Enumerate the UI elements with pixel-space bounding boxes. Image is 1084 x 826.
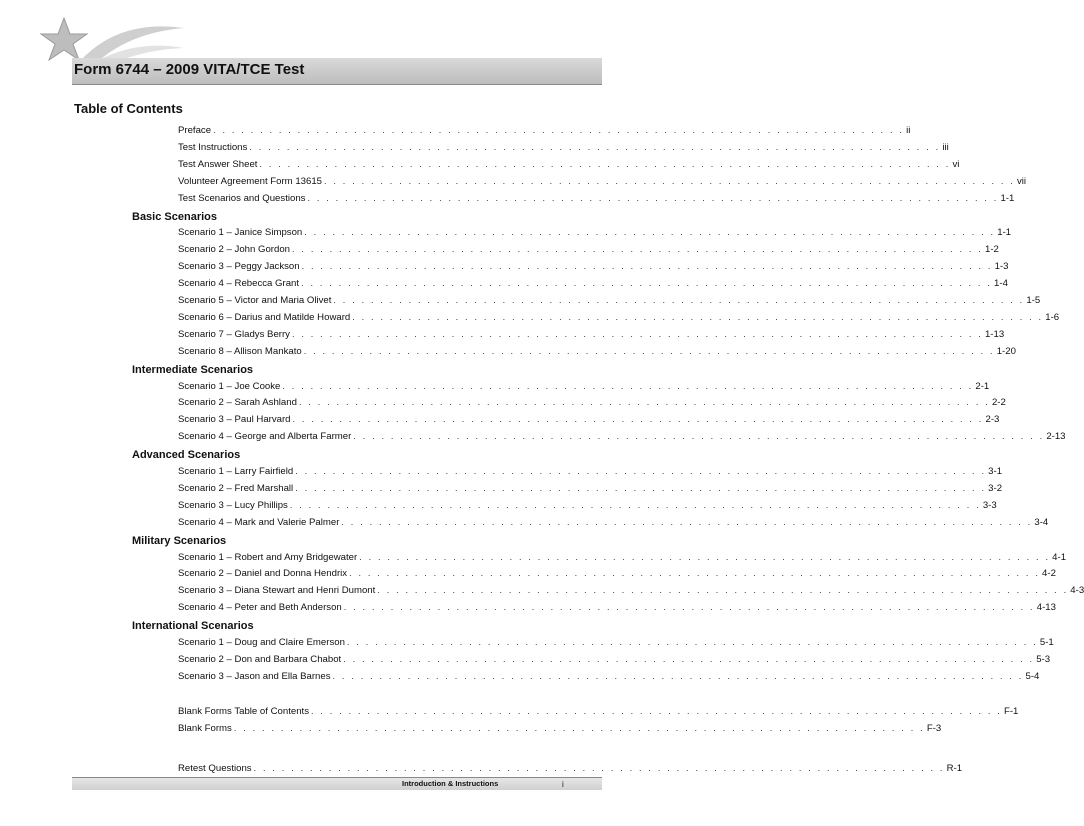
toc-entry-title: Test Instructions <box>178 141 248 153</box>
toc-leader-dots: . . . . . . . . . . . . . . . . . . . . . . . . . . . . . . . . . . . . . . . . . . . . . . . . . . . . . . . . . . . . . . . . . . . . . . . . . . <box>359 551 1051 562</box>
toc-entry-title: Scenario 3 – Diana Stewart and Henri Dumont <box>178 585 376 597</box>
toc-entry-title: Scenario 7 – Gladys Berry <box>178 328 290 340</box>
toc-entry-title: Test Scenarios and Questions <box>178 192 306 204</box>
toc-leader-dots: . . . . . . . . . . . . . . . . . . . . . . . . . . . . . . . . . . . . . . . . . . . . . . . . . . . . . . . . . . . . . . . . . . . . . . . . . . <box>213 125 905 135</box>
toc-leader-dots: . . . . . . . . . . . . . . . . . . . . . . . . . . . . . . . . . . . . . . . . . . . . . . . . . . . . . . . . . . . . . . . . . . . . . . . . . . <box>377 585 1069 596</box>
toc-section-heading: Basic Scenarios <box>132 210 217 223</box>
toc-leader-dots: . . . . . . . . . . . . . . . . . . . . . . . . . . . . . . . . . . . . . . . . . . . . . . . . . . . . . . . . . . . . . . . . . . . . . . . . . . <box>301 261 993 272</box>
toc-entry <box>178 568 1056 582</box>
toc-entry-title: Scenario 2 – Don and Barbara Chabot <box>178 653 342 665</box>
toc-leader-dots: . . . . . . . . . . . . . . . . . . . . . . . . . . . . . . . . . . . . . . . . . . . . . . . . . . . . . . . . . . . . . . . . . . . . . . . . . . <box>292 244 983 255</box>
toc-entry-title: Test Answer Sheet <box>178 158 258 170</box>
toc-entry <box>178 311 1060 326</box>
toc-leader-dots: . . . . . . . . . . . . . . . . . . . . . . . . . . . . . . . . . . . . . . . . . . . . . . . . . . . . . . . . . . . . . . . . . . . . . . . . . . <box>259 158 951 169</box>
toc-leader-dots: . . . . . . . . . . . . . . . . . . . . . . . . . . . . . . . . . . . . . . . . . . . . . . . . . . . . . . . . . . . . . . . . . . . . . . . . . . <box>332 670 1024 681</box>
toc-entry-title: Blank Forms <box>178 722 232 734</box>
toc-entry-title: Scenario 6 – Darius and Matilde Howard <box>178 311 351 323</box>
toc-entry-title: Scenario 3 – Jason and Ella Barnes <box>178 670 331 682</box>
toc-entry-page: 2-13 <box>1046 431 1066 443</box>
toc-entry-page: 1-2 <box>985 244 999 256</box>
toc-entry-page: 3-3 <box>982 499 997 511</box>
toc-leader-dots: . . . . . . . . . . . . . . . . . . . . . . . . . . . . . . . . . . . . . . . . . . . . . . . . . . . . . . . . . . . . . . . . . . . . . . . . . . <box>333 295 1025 305</box>
footer-band <box>72 778 602 790</box>
toc-entry-title: Scenario 1 – Doug and Claire Emerson <box>178 637 345 648</box>
toc-entry-page: F-3 <box>926 722 942 734</box>
toc-section-heading: Advanced Scenarios <box>132 449 241 462</box>
toc-heading: Table of Contents <box>74 101 183 116</box>
toc-entry-page: 2-1 <box>975 380 990 392</box>
toc-leader-dots: . . . . . . . . . . . . . . . . . . . . . . . . . . . . . . . . . . . . . . . . . . . . . . . . . . . . . . . . . . . . . . . . . . . . . . . . . . <box>307 192 999 203</box>
toc-leader-dots: . . . . . . . . . . . . . . . . . . . . . . . . . . . . . . . . . . . . . . . . . . . . . . . . . . . . . . . . . . . . . . . . . . . . . . . . . . <box>352 311 1044 322</box>
toc-entry-page: vii <box>1016 175 1027 187</box>
toc-leader-dots: . . . . . . . . . . . . . . . . . . . . . . . . . . . . . . . . . . . . . . . . . . . . . . . . . . . . . . . . . . . . . . . . . . . . . . . . . . <box>291 328 983 339</box>
toc-leader-dots: . . . . . . . . . . . . . . . . . . . . . . . . . . . . . . . . . . . . . . . . . . . . . . . . . . . . . . . . . . . . . . . . . . . . . . . . . . <box>295 482 987 493</box>
toc-entry <box>178 414 1000 428</box>
toc-entry-title: Scenario 2 – John Gordon <box>178 244 291 256</box>
toc-entry-title: Blank Forms Table of Contents <box>178 705 309 717</box>
toc-entry <box>178 380 990 395</box>
toc-leader-dots: . . . . . . . . . . . . . . . . . . . . . . . . . . . . . . . . . . . . . . . . . . . . . . . . . . . . . . . . . . . . . . . . . . . . . . . . . . <box>349 568 1041 579</box>
toc-entry-page: 1-3 <box>994 261 1009 273</box>
toc-entry-title: Scenario 4 – Peter and Beth Anderson <box>178 602 342 614</box>
toc-entry-page: F-1 <box>1003 705 1019 717</box>
page-title: Form 6744 – 2009 VITA/TCE Test <box>74 61 305 78</box>
toc-entry-title: Volunteer Agreement Form 13615 <box>178 175 322 187</box>
toc-entry-title: Scenario 4 – Rebecca Grant <box>178 278 300 290</box>
toc-section-heading: Military Scenarios <box>132 534 227 547</box>
toc-entry-title: Scenario 4 – Mark and Valerie Palmer <box>178 516 340 528</box>
toc-entry-page: 3-4 <box>1034 516 1049 528</box>
toc-entry <box>178 175 1027 190</box>
toc-entry <box>178 192 1015 207</box>
toc-entry <box>178 227 1012 241</box>
toc-entry-page: 4-3 <box>1070 585 1084 597</box>
toc-entry-title: Scenario 3 – Lucy Phillips <box>178 499 288 511</box>
toc-entry <box>178 141 949 156</box>
toc-leader-dots: . . . . . . . . . . . . . . . . . . . . . . . . . . . . . . . . . . . . . . . . . . . . . . . . . . . . . . . . . . . . . . . . . . . . . . . . . . <box>311 705 1002 716</box>
toc-entry-title: Scenario 1 – Larry Fairfield <box>178 466 294 477</box>
toc-leader-dots: . . . . . . . . . . . . . . . . . . . . . . . . . . . . . . . . . . . . . . . . . . . . . . . . . . . . . . . . . . . . . . . . . . . . . . . . . . <box>303 345 995 356</box>
toc-leader-dots: . . . . . . . . . . . . . . . . . . . . . . . . . . . . . . . . . . . . . . . . . . . . . . . . . . . . . . . . . . . . . . . . . . . . . . . . . . <box>346 637 1038 647</box>
toc-entry <box>178 637 1054 651</box>
toc-entry <box>178 499 997 514</box>
toc-entry <box>178 482 1003 497</box>
toc-entry-title: Scenario 1 – Joe Cooke <box>178 380 281 392</box>
toc-leader-dots: . . . . . . . . . . . . . . . . . . . . . . . . . . . . . . . . . . . . . . . . . . . . . . . . . . . . . . . . . . . . . . . . . . . . . . . . . . <box>343 602 1035 613</box>
toc-entry-page: 1-1 <box>1000 192 1015 204</box>
toc-entry-title: Retest Questions <box>178 762 252 774</box>
toc-entry-page: 1-5 <box>1026 295 1041 306</box>
toc-entry-page: 1-4 <box>994 278 1008 290</box>
toc-entry <box>178 670 1040 685</box>
footer-page-number: i <box>562 780 564 789</box>
toc-entry-page: 2-2 <box>991 397 1006 409</box>
toc-entry-page: 4-13 <box>1036 602 1056 614</box>
toc-entry <box>178 653 1051 668</box>
toc-section-heading: Intermediate Scenarios <box>132 363 254 376</box>
toc-entry <box>178 585 1084 599</box>
toc-entry <box>178 431 1066 445</box>
toc-entry-page: 5-4 <box>1025 670 1040 682</box>
toc-entry-page: vi <box>952 158 960 170</box>
footer-section-label: Introduction & Instructions <box>402 779 499 788</box>
toc-entry-title: Scenario 1 – Robert and Amy Bridgewater <box>178 551 358 563</box>
toc-entry-title: Preface <box>178 125 212 136</box>
toc-entry <box>178 602 1056 616</box>
toc-entry <box>178 551 1067 566</box>
toc-entry-page: ii <box>906 125 911 136</box>
toc-entry-title: Scenario 2 – Daniel and Donna Hendrix <box>178 568 348 580</box>
toc-entry <box>178 158 960 173</box>
toc-entry-page: 5-1 <box>1039 637 1054 648</box>
toc-entry-page: 1-13 <box>984 328 1005 340</box>
toc-entry <box>178 125 911 139</box>
toc-entry-page: 3-2 <box>988 482 1003 494</box>
toc-entry <box>178 278 1008 292</box>
toc-section-heading: International Scenarios <box>132 620 254 633</box>
toc-entry <box>178 705 1019 720</box>
toc-entry-title: Scenario 4 – George and Alberta Farmer <box>178 431 352 443</box>
toc-entry-title: Scenario 2 – Fred Marshall <box>178 482 294 494</box>
toc-leader-dots: . . . . . . . . . . . . . . . . . . . . . . . . . . . . . . . . . . . . . . . . . . . . . . . . . . . . . . . . . . . . . . . . . . . . . . . . . . <box>298 397 990 408</box>
toc-leader-dots: . . . . . . . . . . . . . . . . . . . . . . . . . . . . . . . . . . . . . . . . . . . . . . . . . . . . . . . . . . . . . . . . . . . . . . . . . . <box>324 175 1015 186</box>
toc-entry-page: 5-3 <box>1036 653 1051 665</box>
toc-entry <box>178 295 1041 309</box>
toc-entry-page: 3-1 <box>988 466 1003 477</box>
toc-entry-page: 1-1 <box>997 227 1012 239</box>
toc-entry-page: R-1 <box>946 762 963 774</box>
toc-entry <box>178 516 1049 531</box>
toc-entry-title: Scenario 3 – Paul Harvard <box>178 414 291 426</box>
toc-entry-page: 2-3 <box>985 414 1000 426</box>
toc-leader-dots: . . . . . . . . . . . . . . . . . . . . . . . . . . . . . . . . . . . . . . . . . . . . . . . . . . . . . . . . . . . . . . . . . . . . . . . . . . <box>341 516 1033 527</box>
toc-entry <box>178 261 1009 275</box>
toc-entry-title: Scenario 1 – Janice Simpson <box>178 227 303 239</box>
toc-leader-dots: . . . . . . . . . . . . . . . . . . . . . . . . . . . . . . . . . . . . . . . . . . . . . . . . . . . . . . . . . . . . . . . . . . . . . . . . . . <box>301 278 993 289</box>
toc-entry <box>178 722 942 737</box>
toc-entry <box>178 345 1016 360</box>
toc-leader-dots: . . . . . . . . . . . . . . . . . . . . . . . . . . . . . . . . . . . . . . . . . . . . . . . . . . . . . . . . . . . . . . . . . . . . . . . . . . <box>295 466 987 476</box>
toc-leader-dots: . . . . . . . . . . . . . . . . . . . . . . . . . . . . . . . . . . . . . . . . . . . . . . . . . . . . . . . . . . . . . . . . . . . . . . . . . . <box>253 762 945 773</box>
toc-leader-dots: . . . . . . . . . . . . . . . . . . . . . . . . . . . . . . . . . . . . . . . . . . . . . . . . . . . . . . . . . . . . . . . . . . . . . . . . . . <box>292 414 984 425</box>
toc-leader-dots: . . . . . . . . . . . . . . . . . . . . . . . . . . . . . . . . . . . . . . . . . . . . . . . . . . . . . . . . . . . . . . . . . . . . . . . . . . <box>233 722 925 733</box>
toc-leader-dots: . . . . . . . . . . . . . . . . . . . . . . . . . . . . . . . . . . . . . . . . . . . . . . . . . . . . . . . . . . . . . . . . . . . . . . . . . . <box>304 227 996 238</box>
toc-entry <box>178 397 1006 411</box>
toc-leader-dots: . . . . . . . . . . . . . . . . . . . . . . . . . . . . . . . . . . . . . . . . . . . . . . . . . . . . . . . . . . . . . . . . . . . . . . . . . . <box>249 141 941 152</box>
toc-leader-dots: . . . . . . . . . . . . . . . . . . . . . . . . . . . . . . . . . . . . . . . . . . . . . . . . . . . . . . . . . . . . . . . . . . . . . . . . . . <box>353 431 1045 442</box>
toc-entry-page: 1-6 <box>1045 311 1060 323</box>
toc-entry-title: Scenario 2 – Sarah Ashland <box>178 397 297 409</box>
toc-entry <box>178 466 1003 480</box>
toc-entry <box>178 244 999 258</box>
toc-leader-dots: . . . . . . . . . . . . . . . . . . . . . . . . . . . . . . . . . . . . . . . . . . . . . . . . . . . . . . . . . . . . . . . . . . . . . . . . . . <box>343 653 1035 664</box>
toc-entry-page: iii <box>942 141 949 153</box>
toc-entry <box>178 328 1005 343</box>
toc-leader-dots: . . . . . . . . . . . . . . . . . . . . . . . . . . . . . . . . . . . . . . . . . . . . . . . . . . . . . . . . . . . . . . . . . . . . . . . . . . <box>282 380 974 391</box>
toc-entry-page: 4-1 <box>1052 551 1067 563</box>
toc-entry-title: Scenario 8 – Allison Mankato <box>178 345 302 357</box>
toc-entry-title: Scenario 3 – Peggy Jackson <box>178 261 300 273</box>
toc-entry-page: 4-2 <box>1042 568 1056 580</box>
toc-entry-page: 1-20 <box>996 345 1016 357</box>
toc-entry-title: Scenario 5 – Victor and Maria Olivet <box>178 295 332 306</box>
toc-entry <box>178 762 963 777</box>
toc-leader-dots: . . . . . . . . . . . . . . . . . . . . . . . . . . . . . . . . . . . . . . . . . . . . . . . . . . . . . . . . . . . . . . . . . . . . . . . . . . <box>289 499 981 510</box>
